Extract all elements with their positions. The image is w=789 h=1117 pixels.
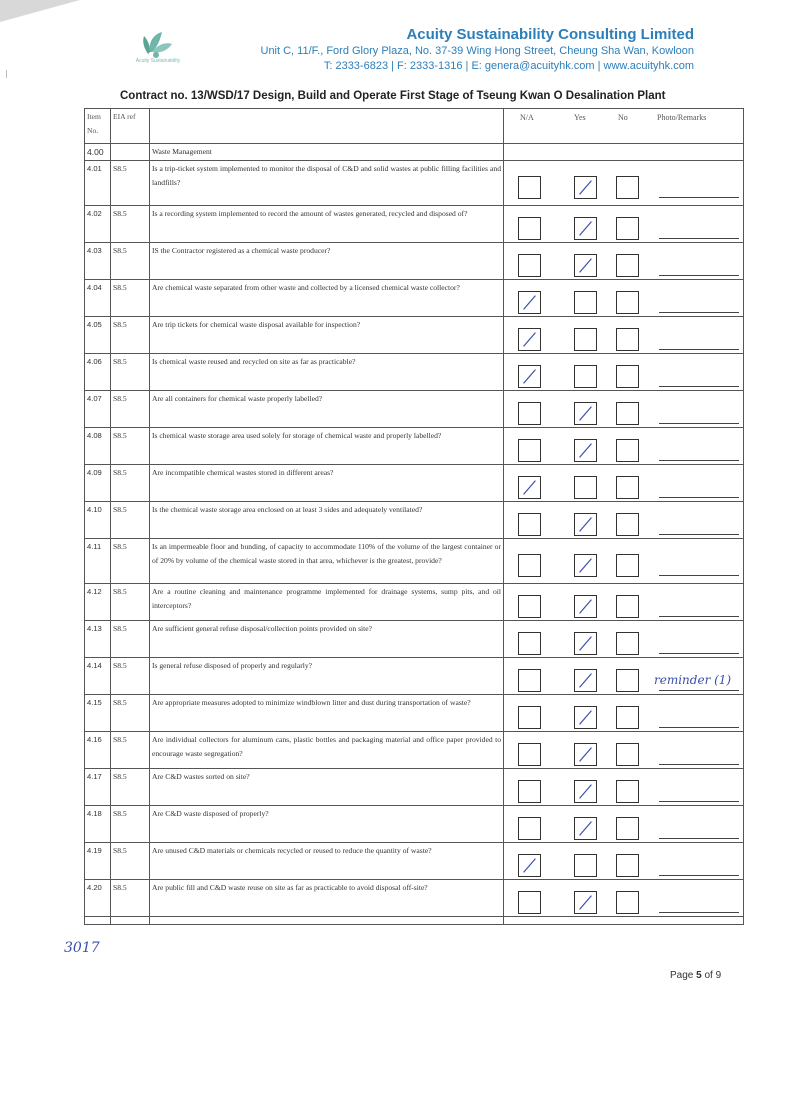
item-number: 4.16 — [85, 732, 111, 769]
header-na: N/A — [520, 113, 534, 122]
item-number: 4.14 — [85, 658, 111, 695]
no-checkbox[interactable] — [616, 854, 639, 877]
item-number: 4.04 — [85, 280, 111, 317]
yes-checkbox[interactable] — [574, 554, 597, 577]
yes-checkbox[interactable] — [574, 439, 597, 462]
item-number: 4.02 — [85, 206, 111, 243]
eia-ref: S8.5 — [111, 843, 150, 880]
answer-cell — [504, 243, 744, 280]
eia-ref: S8.5 — [111, 206, 150, 243]
tick-mark-icon — [575, 255, 596, 276]
item-number: 4.19 — [85, 843, 111, 880]
tick-mark-icon — [575, 440, 596, 461]
remark-line[interactable] — [659, 912, 739, 913]
header-no: No — [618, 113, 628, 122]
eia-ref: S8.5 — [111, 732, 150, 769]
remark-line[interactable] — [659, 875, 739, 876]
answer-cell — [504, 161, 744, 206]
tick-mark-icon — [575, 633, 596, 654]
company-contacts: T: 2333-6823 | F: 2333-1316 | E: genera@acuityhk.com | www.acuityhk.com — [323, 60, 694, 72]
table-row — [85, 317, 744, 354]
eia-ref: S8.5 — [111, 428, 150, 465]
tick-mark-icon — [519, 292, 540, 313]
header-item: Item No. — [85, 109, 111, 144]
tick-mark-icon — [519, 477, 540, 498]
answer-cell — [504, 806, 744, 843]
table-row — [85, 806, 744, 843]
item-number: 4.05 — [85, 317, 111, 354]
tick-mark-icon — [519, 366, 540, 387]
eia-ref: S8.5 — [111, 317, 150, 354]
yes-checkbox[interactable] — [574, 817, 597, 840]
answer-cell — [504, 428, 744, 465]
page-current: 5 — [696, 970, 702, 981]
item-number: 4.03 — [85, 243, 111, 280]
tick-mark-icon — [519, 855, 540, 876]
item-number: 4.11 — [85, 539, 111, 584]
header-remarks: Photo/Remarks — [657, 113, 707, 122]
section-number: 4.00 — [85, 144, 111, 161]
table-row — [85, 843, 744, 880]
remark-line[interactable] — [659, 690, 739, 691]
tick-mark-icon — [575, 403, 596, 424]
na-checkbox[interactable] — [518, 402, 541, 425]
eia-ref: S8.5 — [111, 465, 150, 502]
eia-ref: S8.5 — [111, 806, 150, 843]
item-number: 4.15 — [85, 695, 111, 732]
eia-ref: S8.5 — [111, 880, 150, 917]
yes-checkbox[interactable] — [574, 365, 597, 388]
answer-cell — [504, 206, 744, 243]
remark-line[interactable] — [659, 386, 739, 387]
na-checkbox[interactable] — [518, 632, 541, 655]
item-number: 4.17 — [85, 769, 111, 806]
yes-checkbox[interactable] — [574, 669, 597, 692]
item-number: 4.10 — [85, 502, 111, 539]
company-name: Acuity Sustainability Consulting Limited — [406, 26, 694, 43]
question-text: Are C&D waste disposed of properly? — [150, 806, 504, 843]
question-text: Are chemical waste separated from other waste and collected by a licensed chemical waste collector? — [150, 280, 504, 317]
question-text: Are unused C&D materials or chemicals recycled or reused to reduce the quantity of waste? — [150, 843, 504, 880]
remark-line[interactable] — [659, 312, 739, 313]
tick-mark-icon — [575, 781, 596, 802]
question-text: Are appropriate measures adopted to minimize windblown litter and dust during transportation of waste? — [150, 695, 504, 732]
eia-ref: S8.5 — [111, 584, 150, 621]
remark-line[interactable] — [659, 275, 739, 276]
eia-ref: S8.5 — [111, 391, 150, 428]
no-checkbox[interactable] — [616, 439, 639, 462]
item-number: 4.13 — [85, 621, 111, 658]
question-text: Are a routine cleaning and maintenance programme implemented for drainage systems, sump pits, and oil interceptors? — [150, 584, 504, 621]
tick-mark-icon — [575, 177, 596, 198]
eia-ref: S8.5 — [111, 621, 150, 658]
header-yes: Yes — [574, 113, 586, 122]
table-row — [85, 658, 744, 695]
header-options — [504, 109, 744, 144]
remark-line[interactable] — [659, 497, 739, 498]
eia-ref: S8.5 — [111, 502, 150, 539]
no-checkbox[interactable] — [616, 632, 639, 655]
na-checkbox[interactable] — [518, 476, 541, 499]
eia-ref: S8.5 — [111, 695, 150, 732]
eia-ref: S8.5 — [111, 161, 150, 206]
question-text: Is chemical waste storage area used solely for storage of chemical waste and properly labelled? — [150, 428, 504, 465]
answer-cell — [504, 584, 744, 621]
answer-cell — [504, 843, 744, 880]
table-row — [85, 206, 744, 243]
table-row — [85, 621, 744, 658]
table-row — [85, 465, 744, 502]
question-text: Are individual collectors for aluminum cans, plastic bottles and packaging material and office paper provided to encourage waste segregation? — [150, 732, 504, 769]
table-row — [85, 243, 744, 280]
checklist-table — [84, 108, 744, 925]
question-text: Are public fill and C&D waste reuse on site as far as practicable to avoid disposal off-site? — [150, 880, 504, 917]
answer-cell — [504, 502, 744, 539]
tick-mark-icon — [519, 329, 540, 350]
no-checkbox[interactable] — [616, 706, 639, 729]
eia-ref: S8.5 — [111, 280, 150, 317]
answer-cell — [504, 539, 744, 584]
section-title: Waste Management — [150, 144, 504, 161]
question-text: Are trip tickets for chemical waste disposal available for inspection? — [150, 317, 504, 354]
na-checkbox[interactable] — [518, 854, 541, 877]
question-text: Is a trip-ticket system implemented to monitor the disposal of C&D and solid wastes at public filling facilities and landfills? — [150, 161, 504, 206]
tick-mark-icon — [575, 707, 596, 728]
table-row — [85, 280, 744, 317]
tick-mark-icon — [575, 555, 596, 576]
remark-line[interactable] — [659, 764, 739, 765]
company-email: E: genera@acuityhk.com — [471, 60, 595, 72]
eia-ref: S8.5 — [111, 769, 150, 806]
tick-mark-icon — [575, 818, 596, 839]
na-checkbox[interactable] — [518, 291, 541, 314]
remark-line[interactable] — [659, 616, 739, 617]
company-fax: F: 2333-1316 — [397, 60, 463, 72]
question-text: Are sufficient general refuse disposal/collection points provided on site? — [150, 621, 504, 658]
handwritten-note: 3017 — [64, 940, 100, 956]
yes-checkbox[interactable] — [574, 854, 597, 877]
no-checkbox[interactable] — [616, 365, 639, 388]
yes-checkbox[interactable] — [574, 743, 597, 766]
question-text: Are C&D wastes sorted on site? — [150, 769, 504, 806]
na-checkbox[interactable] — [518, 328, 541, 351]
no-checkbox[interactable] — [616, 176, 639, 199]
remark-line[interactable] — [659, 197, 739, 198]
eia-ref: S8.5 — [111, 354, 150, 391]
table-row — [85, 880, 744, 917]
na-checkbox[interactable] — [518, 780, 541, 803]
table-row — [85, 769, 744, 806]
na-checkbox[interactable] — [518, 217, 541, 240]
na-checkbox[interactable] — [518, 669, 541, 692]
company-address: Unit C, 11/F., Ford Glory Plaza, No. 37-39 Wing Hong Street, Cheung Sha Wan, Kowloon — [260, 45, 694, 57]
item-number: 4.08 — [85, 428, 111, 465]
na-checkbox[interactable] — [518, 513, 541, 536]
logo-caption: Acuity Sustainability — [135, 58, 181, 64]
na-checkbox[interactable] — [518, 365, 541, 388]
tick-mark-icon — [575, 514, 596, 535]
yes-checkbox[interactable] — [574, 632, 597, 655]
question-text: IS the Contractor registered as a chemical waste producer? — [150, 243, 504, 280]
page-total: 9 — [715, 970, 722, 981]
na-checkbox[interactable] — [518, 595, 541, 618]
na-checkbox[interactable] — [518, 439, 541, 462]
remark-line[interactable] — [659, 534, 739, 535]
table-row — [85, 732, 744, 769]
page-prefix: Page — [670, 970, 694, 981]
tick-mark-icon — [575, 218, 596, 239]
yes-checkbox[interactable] — [574, 328, 597, 351]
table-row — [85, 539, 744, 584]
no-checkbox[interactable] — [616, 554, 639, 577]
question-text: Are all containers for chemical waste properly labelled? — [150, 391, 504, 428]
tick-mark-icon — [575, 596, 596, 617]
no-checkbox[interactable] — [616, 891, 639, 914]
na-checkbox[interactable] — [518, 176, 541, 199]
remark-line[interactable] — [659, 838, 739, 839]
no-checkbox[interactable] — [616, 595, 639, 618]
item-number: 4.07 — [85, 391, 111, 428]
remark-line[interactable] — [659, 349, 739, 350]
header-question — [150, 109, 504, 144]
remark-line[interactable] — [659, 727, 739, 728]
table-header-row — [85, 109, 744, 144]
remark-line[interactable] — [659, 460, 739, 461]
company-web: www.acuityhk.com — [603, 60, 694, 72]
eia-ref: S8.5 — [111, 539, 150, 584]
answer-cell — [504, 280, 744, 317]
yes-checkbox[interactable] — [574, 706, 597, 729]
remark-line[interactable] — [659, 801, 739, 802]
question-text: Is a recording system implemented to record the amount of wastes generated, recycled and disposed of? — [150, 206, 504, 243]
table-row — [85, 428, 744, 465]
item-number: 4.01 — [85, 161, 111, 206]
no-checkbox[interactable] — [616, 402, 639, 425]
table-row — [85, 695, 744, 732]
header-eia: EIA ref — [111, 109, 150, 144]
remark-line[interactable] — [659, 653, 739, 654]
yes-checkbox[interactable] — [574, 513, 597, 536]
answer-cell — [504, 391, 744, 428]
question-text: Is chemical waste reused and recycled on site as far as practicable? — [150, 354, 504, 391]
no-checkbox[interactable] — [616, 476, 639, 499]
no-checkbox[interactable] — [616, 254, 639, 277]
na-checkbox[interactable] — [518, 706, 541, 729]
answer-cell — [504, 880, 744, 917]
yes-checkbox[interactable] — [574, 291, 597, 314]
tick-mark-icon — [575, 744, 596, 765]
answer-cell — [504, 732, 744, 769]
remark-line[interactable] — [659, 575, 739, 576]
item-number: 4.20 — [85, 880, 111, 917]
acuity-logo-icon — [128, 22, 186, 78]
item-number: 4.18 — [85, 806, 111, 843]
table-row-blank — [85, 917, 744, 925]
table-row — [85, 354, 744, 391]
answer-cell — [504, 317, 744, 354]
remark-handwritten: reminder (1) — [654, 673, 732, 687]
table-row — [85, 391, 744, 428]
na-checkbox[interactable] — [518, 554, 541, 577]
item-number: 4.06 — [85, 354, 111, 391]
yes-checkbox[interactable] — [574, 891, 597, 914]
question-text: Is the chemical waste storage area enclosed on at least 3 sides and adequately ventilated? — [150, 502, 504, 539]
eia-ref: S8.5 — [111, 658, 150, 695]
na-checkbox[interactable] — [518, 817, 541, 840]
table-row — [85, 161, 744, 206]
remark-line[interactable] — [659, 423, 739, 424]
company-tel: T: 2333-6823 — [323, 60, 389, 72]
no-checkbox[interactable] — [616, 780, 639, 803]
na-checkbox[interactable] — [518, 891, 541, 914]
page-number — [670, 970, 721, 981]
answer-cell — [504, 465, 744, 502]
no-checkbox[interactable] — [616, 743, 639, 766]
page-of: of — [704, 970, 713, 981]
scan-mark — [6, 70, 7, 78]
answer-cell — [504, 354, 744, 391]
yes-checkbox[interactable] — [574, 476, 597, 499]
tick-mark-icon — [575, 670, 596, 691]
na-checkbox[interactable] — [518, 254, 541, 277]
no-checkbox[interactable] — [616, 328, 639, 351]
yes-checkbox[interactable] — [574, 254, 597, 277]
no-checkbox[interactable] — [616, 669, 639, 692]
item-number: 4.12 — [85, 584, 111, 621]
question-text: Is general refuse disposed of properly and regularly? — [150, 658, 504, 695]
yes-checkbox[interactable] — [574, 780, 597, 803]
yes-checkbox[interactable] — [574, 217, 597, 240]
answer-cell — [504, 769, 744, 806]
question-text: Is an impermeable floor and bunding, of capacity to accommodate 110% of the volume of the largest container or of 20% by volume of the chemical waste stored in that area, whichever is the greatest, provide? — [150, 539, 504, 584]
section-row — [85, 144, 744, 161]
no-checkbox[interactable] — [616, 291, 639, 314]
item-number: 4.09 — [85, 465, 111, 502]
table-row — [85, 502, 744, 539]
answer-cell — [504, 658, 744, 695]
yes-checkbox[interactable] — [574, 176, 597, 199]
tick-mark-icon — [575, 892, 596, 913]
answer-cell — [504, 695, 744, 732]
eia-ref: S8.5 — [111, 243, 150, 280]
question-text: Are incompatible chemical wastes stored in different areas? — [150, 465, 504, 502]
yes-checkbox[interactable] — [574, 595, 597, 618]
table-row — [85, 584, 744, 621]
remark-line[interactable] — [659, 238, 739, 239]
scan-corner-shadow — [0, 0, 80, 22]
no-checkbox[interactable] — [616, 217, 639, 240]
contract-title: Contract no. 13/WSD/17 Design, Build and Operate First Stage of Tseung Kwan O Desalination Plant — [120, 90, 666, 102]
na-checkbox[interactable] — [518, 743, 541, 766]
no-checkbox[interactable] — [616, 513, 639, 536]
yes-checkbox[interactable] — [574, 402, 597, 425]
answer-cell — [504, 621, 744, 658]
no-checkbox[interactable] — [616, 817, 639, 840]
